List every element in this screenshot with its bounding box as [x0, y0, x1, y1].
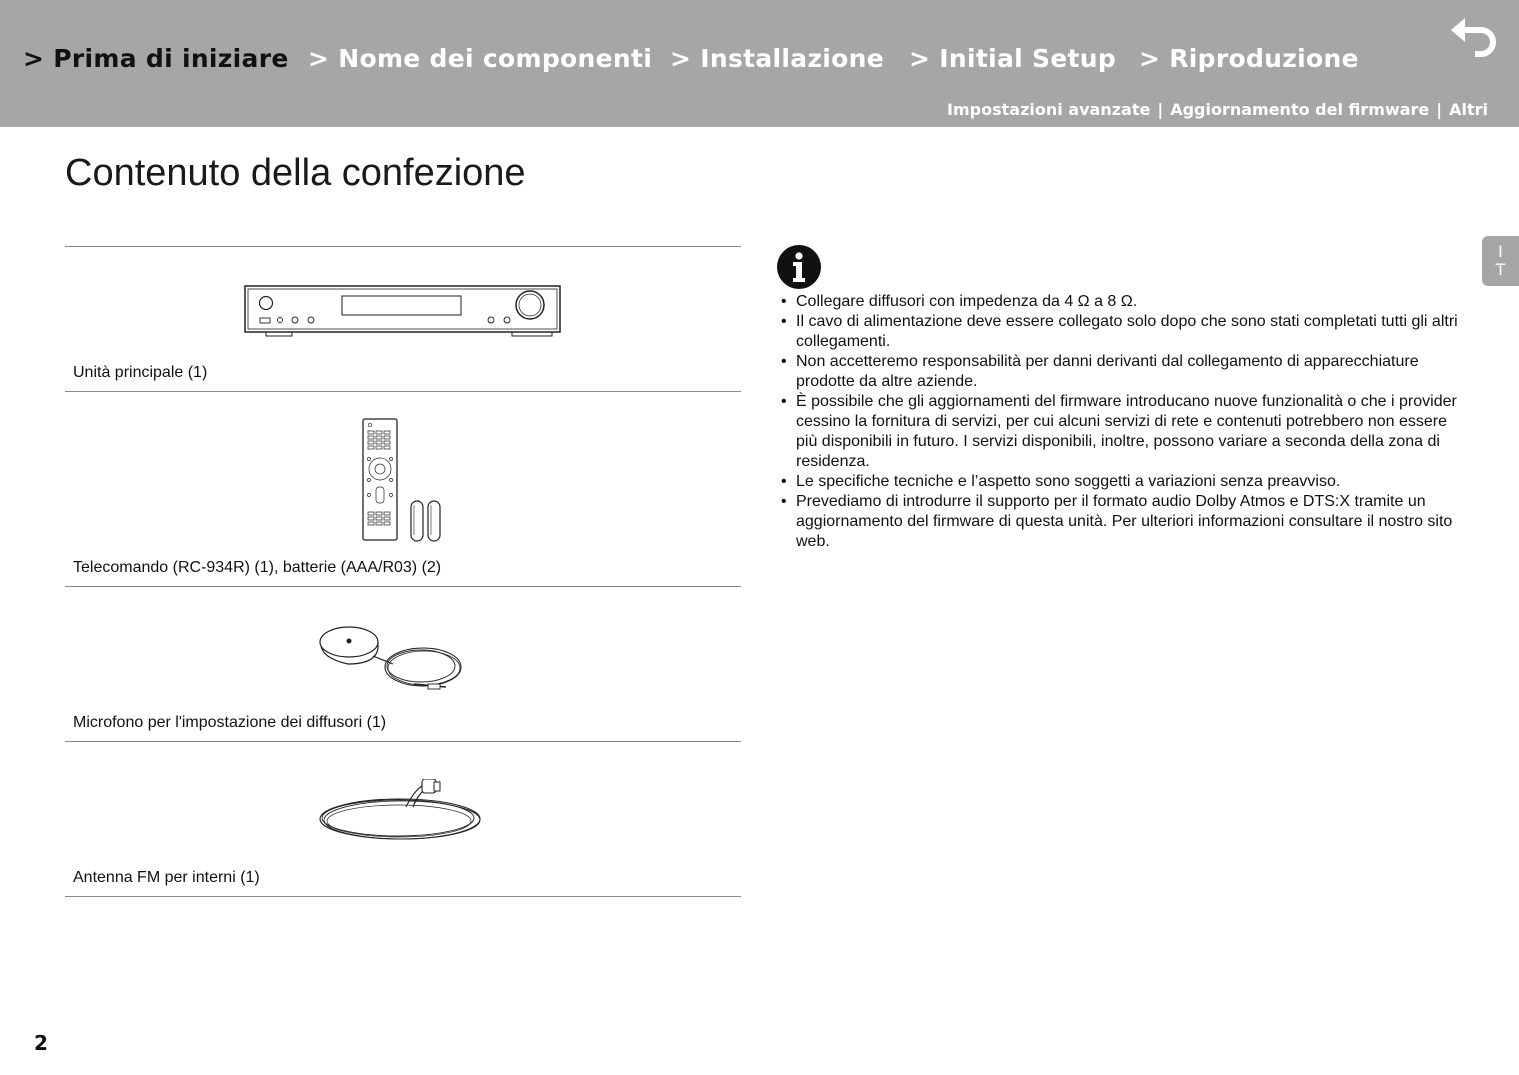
receiver-unit-icon — [244, 284, 564, 339]
page-title: Contenuto della confezione — [65, 152, 526, 194]
note-item: • È possibile che gli aggiornamenti del firmware introducano nuove funzionalità o che i provider cessino la fornitura di servizi, per cui alcuni servizi di rete e contenuti potrebbero non essere più disponibili in futuro. I servizi disponibili, inoltre, possono variare a seconda della zona di residenza. — [779, 392, 1459, 472]
item-label: Telecomando (RC-934R) (1), batterie (AAA/R03) (2) — [73, 559, 442, 576]
nav-installazione[interactable]: > Installazione — [670, 44, 885, 73]
language-tab-letter: I — [1498, 242, 1503, 261]
list-item — [65, 246, 741, 391]
note-item: • Prevediamo di introdurre il supporto per il formato audio Dolby Atmos e DTS:X tramite un aggiornamento del firmware di questa unità. Per ulteriori informazioni consultare il nostro sito web. — [779, 492, 1459, 552]
nav-initial-setup[interactable]: > Initial Setup — [909, 44, 1117, 73]
subnav-aggiornamento-firmware[interactable]: Aggiornamento del firmware — [1170, 100, 1430, 119]
item-label: Unità principale (1) — [73, 364, 208, 381]
nav-prima-di-iniziare[interactable]: > Prima di iniziare — [23, 44, 289, 73]
list-item — [65, 391, 741, 586]
note-item: • Le specifiche tecniche e l’aspetto sono soggetti a variazioni senza preavviso. — [779, 472, 1459, 492]
page-number: 2 — [34, 1031, 48, 1055]
language-tab-letter: T — [1495, 260, 1506, 279]
subnav-impostazioni-avanzate[interactable]: Impostazioni avanzate — [947, 100, 1151, 119]
remote-and-batteries-icon — [361, 417, 447, 543]
note-item: • Il cavo di alimentazione deve essere collegato solo dopo che sono stati completati tutti gli altri collegamenti. — [779, 312, 1459, 352]
return-arrow-icon[interactable] — [1449, 14, 1499, 58]
subnav-altri[interactable]: Altri — [1449, 100, 1488, 119]
info-icon — [776, 244, 822, 290]
nav-riproduzione[interactable]: > Riproduzione — [1139, 44, 1359, 73]
subnav-separator: | — [1157, 100, 1164, 119]
sub-navigation — [947, 100, 1488, 119]
package-contents-list — [65, 246, 741, 897]
note-item: • Collegare diffusori con impedenza da 4 Ω a 8 Ω. — [779, 292, 1459, 312]
subnav-separator: | — [1436, 100, 1443, 119]
list-item — [65, 586, 741, 741]
notes-list — [779, 292, 1459, 552]
nav-nome-dei-componenti[interactable]: > Nome dei componenti — [308, 44, 653, 73]
language-tab[interactable] — [1482, 236, 1519, 286]
fm-antenna-icon — [318, 779, 488, 845]
item-label: Microfono per l'impostazione dei diffusori (1) — [73, 714, 387, 731]
list-item — [65, 741, 741, 897]
setup-microphone-icon — [318, 624, 466, 696]
header-bar — [0, 0, 1519, 127]
note-item: • Non accetteremo responsabilità per danni derivanti dal collegamento di apparecchiature prodotte da altre aziende. — [779, 352, 1459, 392]
item-label: Antenna FM per interni (1) — [73, 869, 260, 886]
